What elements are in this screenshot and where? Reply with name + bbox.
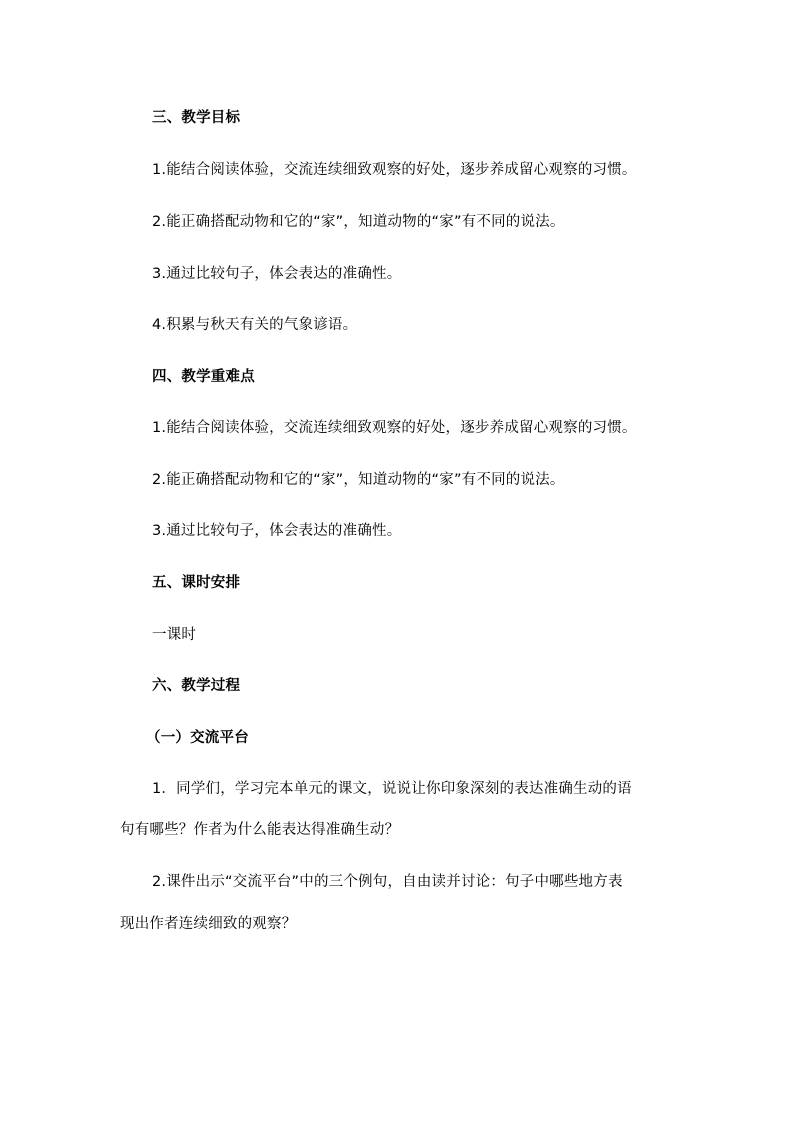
section-heading-schedule: 五、课时安排 [152,575,241,591]
process-paragraph-2-line-1: 2.课件出示“交流平台”中的三个例句，自由读并讨论：句子中哪些地方表 [152,874,623,890]
section-heading-process: 六、教学过程 [152,678,241,694]
process-paragraph-1-line-1: 1．同学们，学习完本单元的课文，说说让你印象深刻的表达准确生动的语 [152,781,632,797]
schedule-text: 一课时 [152,627,197,643]
key-point-item-1: 1.能结合阅读体验，交流连续细致观察的好处，逐步养成留心观察的习惯。 [152,420,637,436]
key-point-item-2: 2.能正确搭配动物和它的“家”，知道动物的“家”有不同的说法。 [152,472,565,488]
process-paragraph-1-line-2: 句有哪些？作者为什么能表达得准确生动？ [120,822,400,838]
key-point-item-3: 3.通过比较句子，体会表达的准确性。 [152,523,402,539]
goal-item-4: 4.积累与秋天有关的气象谚语。 [152,317,358,333]
goal-item-2: 2.能正确搭配动物和它的“家”，知道动物的“家”有不同的说法。 [152,214,565,230]
goal-item-3: 3.通过比较句子，体会表达的准确性。 [152,266,402,282]
subsection-heading-exchange-platform: （一）交流平台 [146,730,249,746]
goal-item-1: 1.能结合阅读体验，交流连续细致观察的好处，逐步养成留心观察的习惯。 [152,162,637,178]
process-paragraph-2-line-2: 现出作者连续细致的观察？ [120,916,297,932]
section-heading-teaching-goals: 三、教学目标 [152,110,241,126]
section-heading-key-points: 四、教学重难点 [152,369,255,385]
